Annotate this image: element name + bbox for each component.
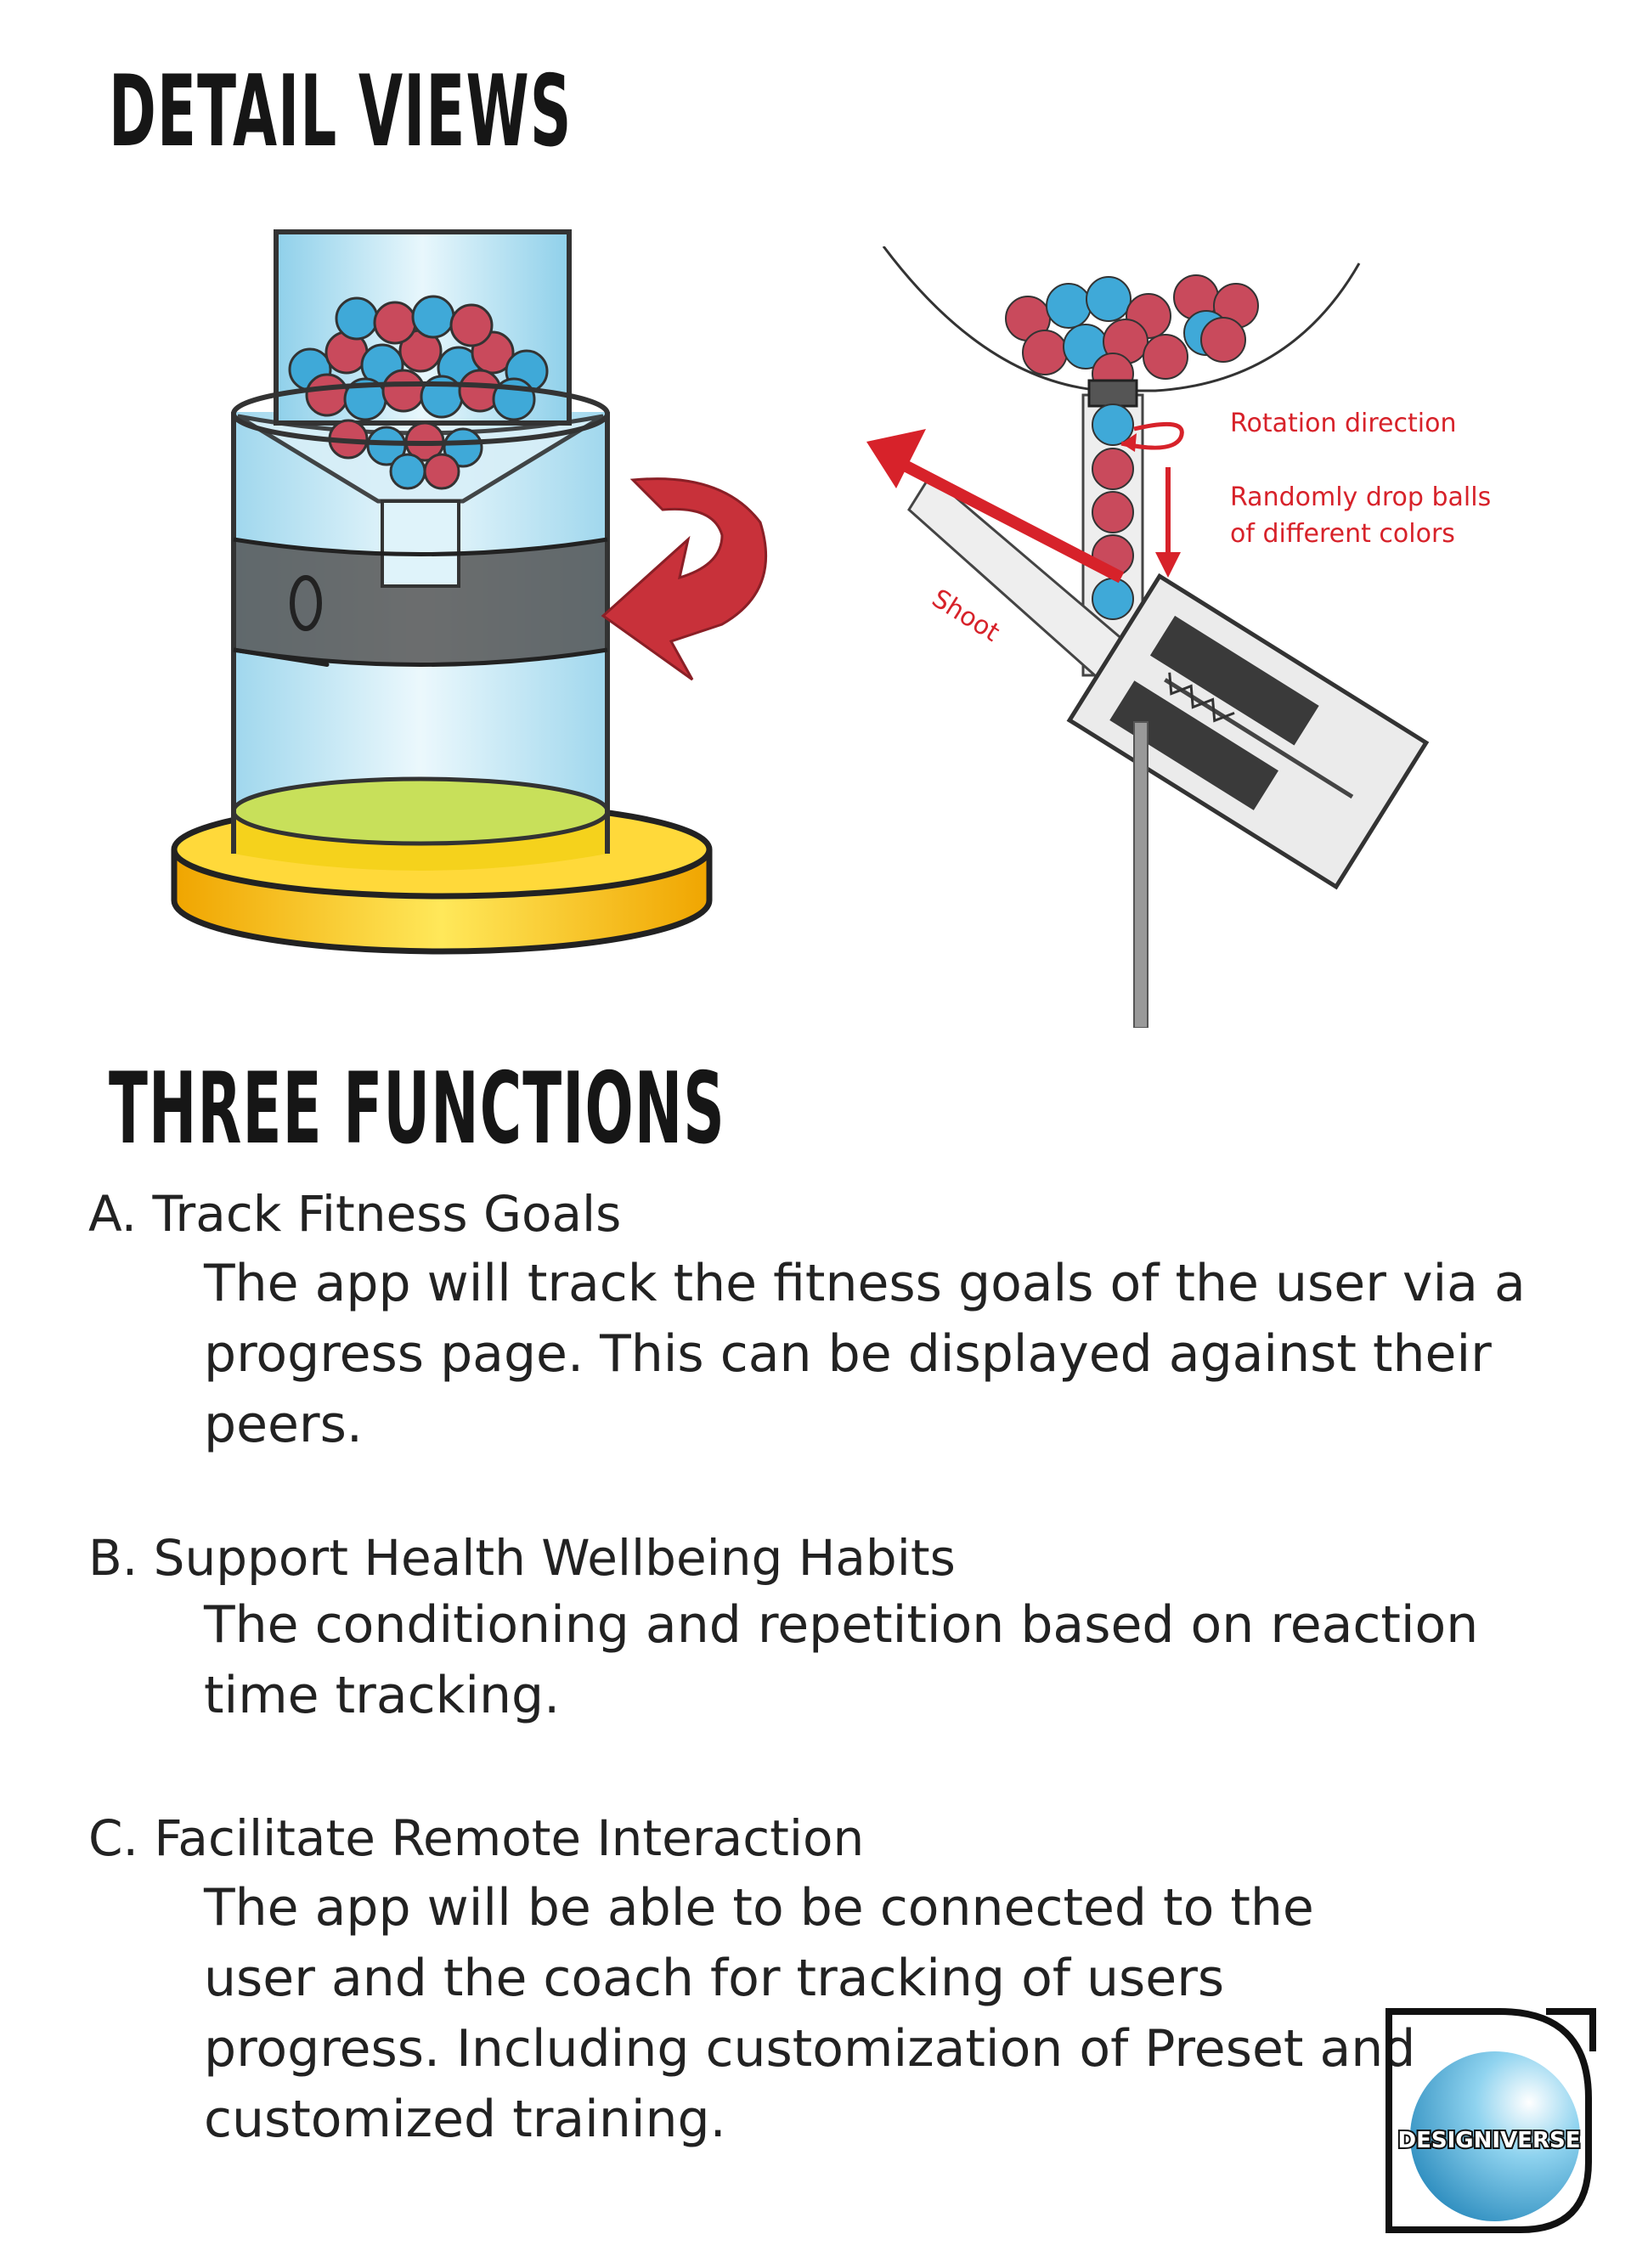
shooter-mechanism-illustration xyxy=(849,246,1512,1028)
logo-text: DESIGNIVERSE xyxy=(1397,2128,1581,2153)
dispenser-illustration xyxy=(127,217,790,1024)
function-a-title: A. Track Fitness Goals xyxy=(88,1185,622,1243)
detail-views-heading: DETAIL VIEWS xyxy=(109,54,573,169)
designiverse-logo xyxy=(1380,2005,1601,2238)
function-b-title: B. Support Health Wellbeing Habits xyxy=(88,1529,956,1587)
drop-balls-label-line2: of different colors xyxy=(1230,519,1455,549)
shoot-label: Shoot xyxy=(926,584,1005,648)
function-c-description: The app will be able to be connected to the user and the coach for tracking of users progress. Including customization of Preset and customized training. xyxy=(204,1878,1416,2149)
three-functions-heading: THREE FUNCTIONS xyxy=(109,1052,725,1166)
function-c-title: C. Facilitate Remote Interaction xyxy=(88,1809,865,1867)
function-b-description: The conditioning and repetition based on reaction time tracking. xyxy=(204,1595,1479,1725)
drop-balls-label-line1: Randomly drop balls xyxy=(1230,482,1492,512)
function-a-description: The app will track the fitness goals of the user via a progress page. This can be displayed against their peers. xyxy=(204,1254,1526,1454)
rotation-direction-label: Rotation direction xyxy=(1230,409,1457,438)
